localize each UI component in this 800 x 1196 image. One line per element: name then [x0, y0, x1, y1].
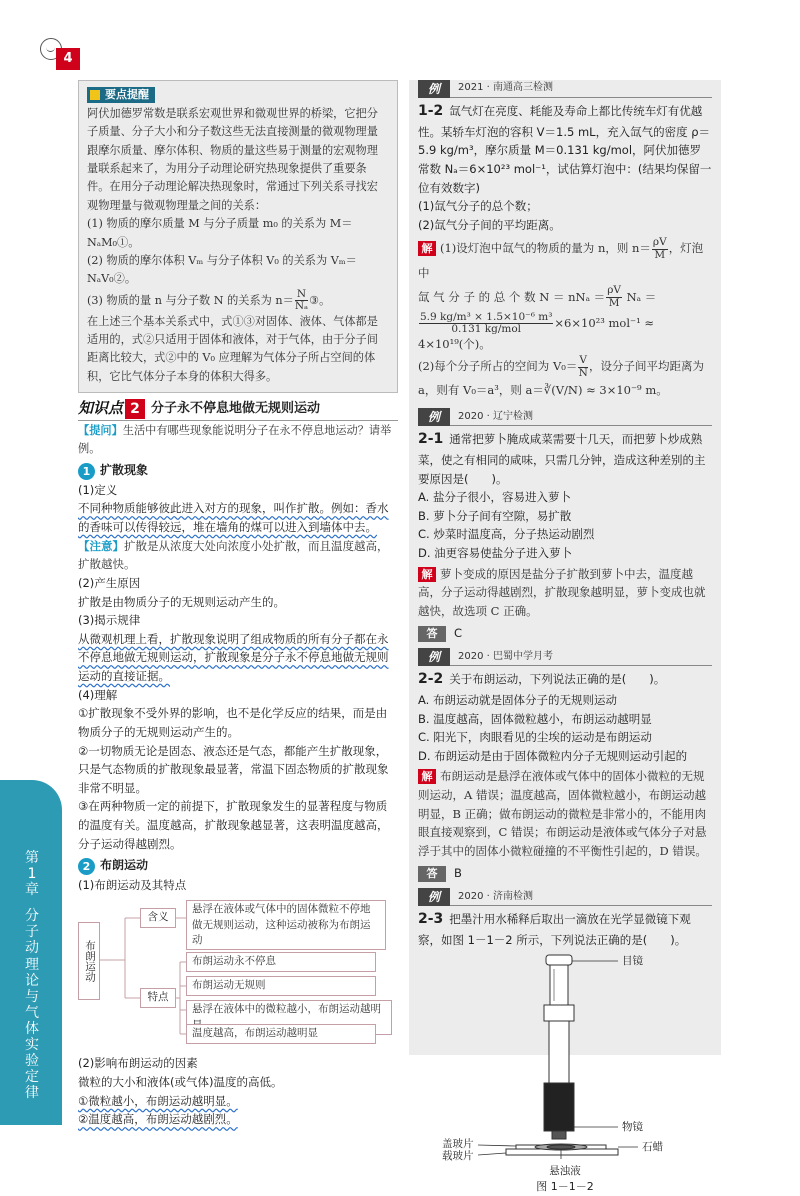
fraction-rhov-over-m	[606, 285, 622, 309]
brownian-factor-1: ①微粒越小，布朗运动越明显。	[78, 1093, 238, 1108]
solution-line-5: a，则有 V₀＝a³，则 a＝∛(V/N) ≈ 3×10⁻⁹ m。	[418, 383, 668, 398]
example-tag: 例	[418, 408, 450, 426]
fraction-denominator: M	[608, 297, 620, 310]
solution-line-3	[418, 312, 712, 352]
question-text: 通常把萝卜腌成咸菜需要十几天，而把萝卜炒成熟菜，使之有相同的咸味，只需几分钟，造成这种差别的主要原因是( )。	[418, 432, 706, 486]
solution-text: 氙 气 分 子 的 总 个 数 N ＝ nNₐ ＝	[418, 289, 606, 304]
fraction-n-over-na	[295, 289, 308, 313]
answer-tag: 答	[418, 866, 446, 882]
note-tag: 【注意】	[78, 538, 124, 553]
fraction-denominator: N	[578, 366, 588, 379]
note-text: 扩散是从浓度大处向浓度小处扩散，而且温度越高，扩散越快。	[78, 538, 389, 572]
question-number: 2-1	[418, 431, 444, 448]
label-eyepiece: 目镜	[622, 955, 643, 968]
question-text: 关于布朗运动，下列说法正确的是( )。	[449, 672, 666, 687]
label-objective: 物镜	[622, 1121, 643, 1134]
fraction-numerator: ρV	[607, 284, 621, 297]
example-tag: 例	[418, 888, 450, 906]
microscope-figure	[418, 949, 718, 1164]
answer-tag: 答	[418, 626, 446, 642]
label-wax: 石蜡	[642, 1141, 663, 1154]
question-number: 1-2	[418, 103, 444, 119]
tip-relation-3	[87, 289, 389, 313]
diagram-feature-label: 特点	[140, 988, 176, 1007]
tip-relation-3-end: ③。	[309, 293, 331, 307]
chapter-number: 第1章	[25, 850, 39, 899]
fraction-numerator: 5.9 kg/m³ × 1.5×10⁻⁶ m³	[420, 310, 553, 323]
chapter-title: 分子动理论与气体实验定律	[25, 908, 39, 1102]
option-d: D. 布朗运动是由于固体微粒内分子无规则运动引起的	[418, 748, 688, 763]
diffusion-cause: 扩散是由物质分子的无规则运动产生的。	[78, 594, 285, 609]
explanation-text: 萝卜变成的原因是盐分子扩散到萝卜中去，温度越高，分子运动得越剧烈，扩散现象越明显，萝卜变成也就越快，故选项 C 正确。	[418, 566, 706, 618]
diagram-definition-label: 含义	[140, 908, 176, 927]
label-glass-slide: 载玻片	[442, 1150, 474, 1163]
example-1-2-solution	[418, 237, 712, 402]
section-title-diffusion: 扩散现象	[100, 463, 149, 478]
label-cover-glass: 盖玻片	[442, 1138, 474, 1151]
diffusion-note	[78, 537, 398, 574]
example-2-1-question	[418, 428, 712, 488]
example-2-2-answer	[418, 864, 712, 883]
solution-text: Nₐ ＝	[622, 289, 657, 304]
label-leader-cover	[478, 1145, 516, 1146]
fraction-numerator: ρV	[652, 236, 667, 249]
fraction-calc	[419, 312, 553, 336]
example-source: 2021 · 南通高三检测	[458, 82, 553, 94]
example-2-3-header	[418, 888, 712, 906]
question-number: 2-3	[418, 911, 444, 928]
solution-line-2	[418, 285, 712, 310]
example-2-2-header	[418, 648, 712, 666]
tip-relation-1: (1) 物质的摩尔质量 M 与分子质量 m₀ 的关系为 M＝NₐM₀①。	[87, 217, 353, 249]
solution-tag: 解	[418, 241, 436, 256]
ask-text: 生活中有哪些现象能说明分子在永不停息地运动？请举例。	[78, 424, 392, 456]
tip-relation-2: (2) 物质的摩尔体积 Vₘ 与分子体积 V₀ 的关系为 Vₘ＝NₐV₀②。	[87, 253, 357, 286]
option-a: A. 布朗运动就是固体分子的无规则运动	[418, 692, 617, 707]
tip-heading: 要点提醒	[87, 87, 155, 103]
kp-question	[78, 421, 398, 458]
section-brownian-heading	[78, 856, 398, 875]
diffusion-understanding-3: ③在两种物质一定的前提下，扩散现象发生的显著程度与物质的温度有关。温度越高，扩散现象越显著，这表明温度越高，分子运动得越剧烈。	[78, 799, 389, 851]
brownian-factor: 微粒的大小和液体(或气体)温度的高低。	[78, 1075, 283, 1090]
option-b: B. 温度越高，固体微粒越小，布朗运动越明显	[418, 711, 652, 726]
example-2-2-question	[418, 668, 712, 691]
option-c: C. 炒菜时温度高，分子热运动剧烈	[418, 527, 595, 542]
fraction-denominator: Nₐ	[294, 300, 309, 313]
example-1-2-subq-1: (1)氙气分子的总个数；	[418, 199, 538, 214]
diffusion-understanding-heading: (4)理解	[78, 687, 118, 702]
page-number: 4	[56, 48, 80, 70]
example-1-2-header	[418, 80, 712, 98]
diagram-feature-3: 悬浮在液体中的微粒越小，布朗运动越明	[186, 1000, 392, 1034]
example-2-2-explanation	[418, 767, 712, 860]
kp-number: 2	[125, 399, 145, 419]
fraction-denominator: 0.131 kg/mol	[451, 323, 522, 336]
brownian-heading-2: (2)影响布朗运动的因素	[78, 1056, 198, 1071]
example-tag: 例	[418, 80, 450, 98]
page-number-tab	[40, 38, 92, 78]
fraction-rhov-over-m	[652, 237, 668, 261]
fraction-denominator: M	[654, 248, 666, 261]
example-source: 2020 · 济南检测	[458, 890, 533, 902]
solution-line-1	[418, 237, 712, 284]
answer-value: B	[454, 865, 462, 880]
solution-text: (1)设灯泡中氙气的物质的量为 n，则 n＝	[440, 241, 651, 256]
body-tube	[549, 1021, 569, 1083]
solution-text: ，灯泡中	[418, 241, 704, 280]
tip-box	[78, 80, 398, 393]
brownian-heading-1: (1)布朗运动及其特点	[78, 877, 187, 892]
chapter-side-band	[0, 780, 62, 1125]
fraction-numerator: V	[579, 353, 587, 366]
example-source: 2020 · 辽宁检测	[458, 410, 533, 422]
figure-caption: 图 1－1－2	[536, 1180, 594, 1194]
example-2-1-answer	[418, 624, 712, 643]
explanation-text: 布朗运动是悬浮在液体或气体中的固体小微粒的无规则运动，A 错误；温度越高，固体微粒越小，布朗运动越明显，B 正确；做布朗运动的微粒是非常小的，不能用肉眼直接观察到，C 错误；布朗运动是液体或气体分子对悬浮于其中的固体小微粒碰撞的不平衡性引起的，D 错误。	[418, 769, 707, 858]
solution-line-4	[418, 354, 712, 379]
solution-tag: 解	[418, 567, 436, 582]
section-number-2: 2	[78, 858, 95, 875]
diagram-feature-4: 温度越高，布朗运动越明显	[186, 1024, 376, 1043]
question-number: 2-2	[418, 671, 444, 688]
knowledge-point-heading	[78, 397, 398, 421]
diagram-feature-1: 布朗运动永不停息	[186, 952, 376, 971]
diffusion-understanding-2: ②一切物质无论是固态、液态还是气态，都能产生扩散现象，只是气态物质的扩散现象最显著，常温下固态物质的扩散现象非常不明显。	[78, 743, 389, 795]
diagram-feature-2: 布朗运动无规则	[186, 976, 376, 995]
solution-text: ×6×10²³ mol⁻¹ ≈ 4×10¹⁹(个)。	[418, 315, 654, 351]
kp-label: 知识点	[78, 399, 124, 418]
example-1-2-question	[418, 100, 712, 197]
brownian-diagram	[78, 900, 398, 1050]
option-c: C. 阳光下，肉眼看见的尘埃的运动是布朗运动	[418, 730, 652, 745]
question-text: 把墨汁用水稀释后取出一滴放在光学显微镜下观察，如图 1－1－2 所示，下列说法正确的是( )。	[418, 912, 691, 947]
suspension-drop	[547, 1145, 575, 1149]
objective-housing	[544, 1083, 574, 1131]
example-2-1-header	[418, 408, 712, 426]
eyepiece-cap	[546, 955, 572, 965]
option-d: D. 油更容易使盐分子进入萝卜	[418, 546, 573, 561]
option-b: B. 萝卜分子间有空隙，易扩散	[418, 508, 572, 523]
question-text: 氙气灯在亮度、耗能及寿命上都比传统车灯有优越性。某轿车灯泡的容积 V＝1.5 mL，充入氙气的密度 ρ＝5.9 kg/m³，摩尔质量 M＝0.131 kg/mol，阿伏加德罗常数 Nₐ＝6×10²³ mol⁻¹，试估算灯泡中：(结果均保留一位有效数字)	[418, 104, 712, 195]
kp-title: 分子永不停息地做无规则运动	[151, 401, 321, 417]
example-tag: 例	[418, 648, 450, 666]
diffusion-def-heading: (1)定义	[78, 482, 118, 497]
solution-tag: 解	[418, 769, 436, 784]
answer-value: C	[454, 625, 463, 640]
diagram-definition-text: 悬浮在液体或气体中的固体微粒不停地做无规则运动，这种运动被称为布朗运动	[186, 900, 386, 950]
example-source: 2020 · 巴蜀中学月考	[458, 650, 553, 662]
solution-text: (2)每个分子所占的空间为 V₀＝	[418, 359, 578, 373]
ask-tag: 【提问】	[78, 423, 123, 438]
tip-relation-3-text: (3) 物质的量 n 与分子数 N 的关系为 n＝	[87, 293, 294, 307]
section-title-brownian: 布朗运动	[100, 858, 149, 873]
tip-paragraph-1: 阿伏加德罗常数是联系宏观世界和微观世界的桥梁，它把分子质量、分子大小和分子数这些无法直接测量的微观物理量跟摩尔质量、摩尔体积、物质的量这些易于测量的宏观物理量联系起来了，为用分子动理论研究热现象提供了重要条件。在用分子动理论解决热现象时，常通过下列关系寻找宏观物理量与微观物理量之间的关系：	[87, 107, 378, 212]
option-a: A. 盐分子很小，容易进入萝卜	[418, 490, 571, 505]
right-column	[409, 80, 721, 1194]
diffusion-cause-heading: (2)产生原因	[78, 575, 141, 590]
section-diffusion-heading	[78, 461, 398, 480]
brownian-factor-2: ②温度越高，布朗运动越剧烈。	[78, 1112, 238, 1127]
microscope-drawing	[418, 949, 718, 1164]
eyepiece-tube	[550, 965, 568, 1005]
label-suspension: 悬浊液	[549, 1165, 581, 1178]
example-2-3-question	[418, 908, 712, 949]
left-column	[78, 80, 398, 1129]
diffusion-definition: 不同种物质能够彼此进入对方的现象，叫作扩散。例如：香水的香味可以传得较远，堆在墙角的煤可以进入到墙体中去。	[78, 501, 389, 535]
diffusion-understanding-1: ①扩散现象不受外界的影响，也不是化学反应的结果，而是由物质分子的无规则运动产生的。	[78, 706, 388, 739]
solution-text: ，设分子间平均距离为	[588, 359, 704, 373]
diffusion-law-heading: (3)揭示规律	[78, 613, 141, 628]
diagram-root: 布朗运动	[78, 922, 100, 1000]
fraction-v-over-n	[578, 355, 588, 379]
example-2-1-explanation	[418, 565, 712, 621]
chapter-label	[22, 850, 42, 1101]
diffusion-law: 从微观机理上看，扩散现象说明了组成物质的所有分子都在永不停息地做无规则运动，扩散现象是分子永不停息地做无规则运动的直接证据。	[78, 631, 389, 684]
fraction-numerator: N	[295, 289, 308, 302]
section-number-1: 1	[78, 463, 95, 480]
example-1-2-subq-2: (2)氙气分子间的平均距离。	[418, 217, 561, 232]
body-ring	[544, 1005, 574, 1021]
objective-lens	[552, 1131, 566, 1139]
label-leader-slide	[478, 1153, 506, 1155]
tip-paragraph-2: 在上述三个基本关系式中，式①③对固体、液体、气体都是适用的，式②只适用于固体和液体，对于气体，由于分子间距离比较大，式②中的 V₀ 应理解为气体分子所占空间的体积，它比气体分子本身的体积大得多。	[87, 314, 378, 383]
